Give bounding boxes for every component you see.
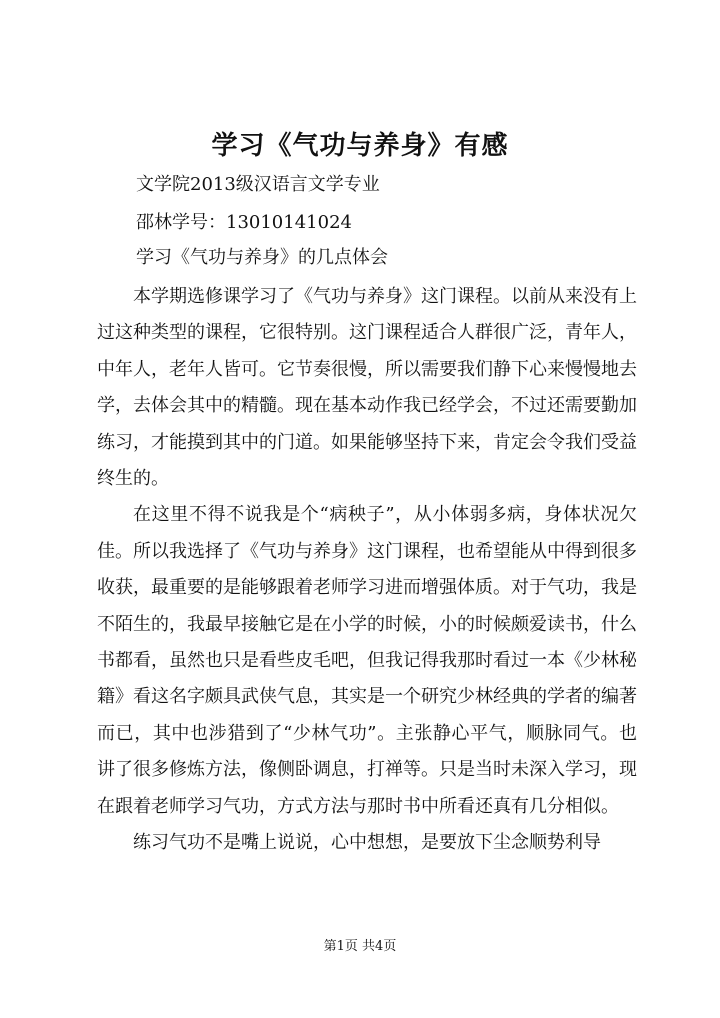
student-line: 邵林学号：13010141024: [136, 212, 352, 233]
paragraph-2: 在这里不得不说我是个“病秧子”，从小体弱多病，身体状况欠佳。所以我选择了《气功与养身》这门课程，也希望能从中得到很多收获，最重要的是能够跟着老师学习进而增强体质。对于气功，我是不陌生的，我最早接触它是在小学的时候，小的时候颇爱读书，什么书都看，虽然也只是看些皮毛吧，但我记得我那时看过一本《少林秘籍》看这名字颇具武侠气息，其实是一个研究少林经典的学者的编著而已，其中也涉猎到了“少林气功”。主张静心平气，顺脉同气。也讲了很多修炼方法，像侧卧调息，打禅等。只是当时未深入学习，现在跟着老师学习气功，方式方法与那时书中所看还真有几分相似。: [97, 504, 637, 817]
author-line: 文学院2013级汉语言文学专业: [136, 174, 380, 195]
page-footer: 第1页 共4页: [323, 939, 397, 954]
document-title: 学习《气功与养身》有感: [211, 131, 509, 161]
subtitle-line: 学习《气功与养身》的几点体会: [136, 247, 388, 268]
paragraph-1: 本学期选修课学习了《气功与养身》这门课程。以前从来没有上过这种类型的课程，它很特别。这门课程适合人群很广泛，青年人，中年人，老年人皆可。它节奏很慢，所以需要我们静下心来慢慢地去学，去体会其中的精髓。现在基本动作我已经学会，不过还需要勤加练习，才能摸到其中的门道。如果能够坚持下来，肯定会令我们受益终生的。: [97, 286, 637, 490]
paragraph-3: 练习气功不是嘴上说说，心中想想，是要放下尘念顺势利导: [133, 832, 601, 854]
body-text: [97, 279, 637, 862]
